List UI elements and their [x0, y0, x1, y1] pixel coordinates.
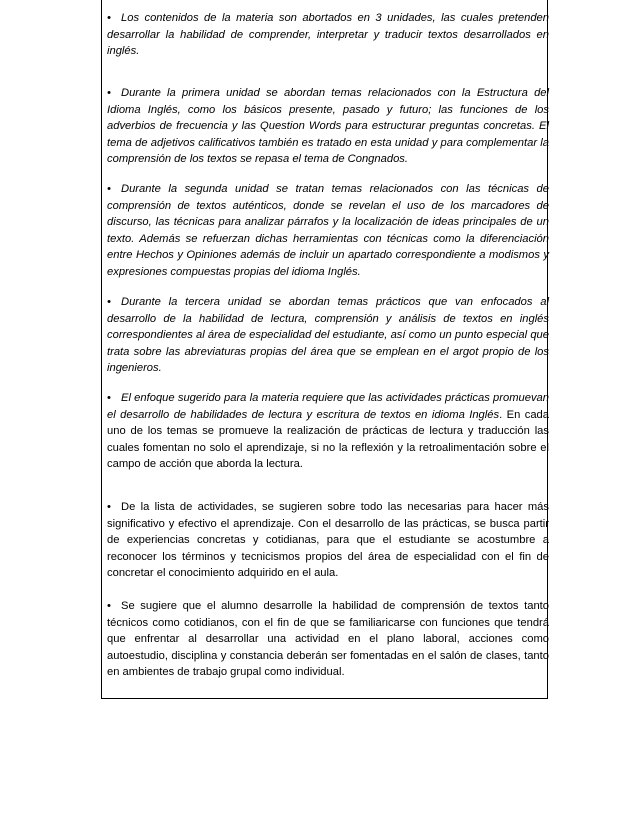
paragraph-text: De la lista de actividades, se sugieren sobre todo las necesarias para hacer más significativo y efectivo el aprendizaje. Con el desarrollo de las prácticas, se busca partir de experiencias concretas y cotidianas, para que el estudiante se acostumbre a reconocer los términos y tecnicismos propios del área de especialidad con el fin de concretar el conocimiento adquirido en el aula.: [107, 501, 549, 580]
bullet-icon: •: [107, 87, 111, 99]
paragraph-suggested-approach: [107, 390, 549, 473]
paragraph-unit-one: [107, 85, 549, 168]
paragraph-unit-three: [107, 294, 549, 377]
bullet-icon: •: [107, 296, 111, 308]
paragraph-unit-two: [107, 181, 549, 281]
bullet-icon: •: [107, 600, 111, 612]
paragraph-comprehension-skills: [107, 598, 549, 681]
bullet-icon: •: [107, 183, 111, 195]
paragraph-text: Se sugiere que el alumno desarrolle la habilidad de comprensión de textos tanto técnicos como cotidianos, con el fin de que se familiaricarse con funciones que tendrá que enfrentar al desarrollar una actividad en el plano laboral, acciones como autoestudio, disciplina y constancia deberán ser fomentadas en el salón de clases, tanto en ambientes de trabajo grupal como individual.: [107, 600, 549, 679]
paragraph-text: Los contenidos de la materia son abortados en 3 unidades, las cuales pretenden desarrollar la habilidad de comprender, interpretar y traducir textos desarrollados en inglés.: [107, 12, 549, 58]
bullet-icon: •: [107, 501, 111, 513]
paragraph-activities: [107, 499, 549, 582]
paragraph-text: Durante la primera unidad se abordan temas relacionados con la Estructura del Idioma Inglés, como los básicos presente, pasado y futuro; las funciones de los adverbios de frecuencia y las Question Words para estructurar preguntas concretas. El tema de adjetivos calificativos también es tratado en esta unidad y para complementar la comprensión de los textos se repasa el tema de Congnados.: [107, 87, 549, 166]
paragraph-text: Durante la segunda unidad se tratan temas relacionados con las técnicas de comprensión de textos auténticos, donde se revelan el uso de los marcadores de discurso, las técnicas para analizar párrafos y la localización de ideas principales de un texto. Además se refuerzan dichas herramientas con técnicas como la diferenciación entre Hechos y Opiniones además de incluir un apartado correspondiente a modismos y expresiones compuestas propias del idioma Inglés.: [107, 183, 549, 278]
bullet-icon: •: [107, 12, 111, 24]
paragraph-text-italic: El enfoque sugerido para la materia requiere que las actividades prácticas promuevan el desarrollo de habilidades de lectura y escritura de textos en idioma Inglés: [107, 392, 549, 421]
paragraph-content-overview: [107, 10, 549, 60]
paragraph-text-normal: . En cada uno de los temas se promueve la realización de prácticas de lectura y traducción las cuales fomentan no solo el aprendizaje, si no la reflexión y la retroalimentación sobre el campo de acción que aborda la lectura.: [107, 408, 549, 471]
bullet-icon: •: [107, 392, 111, 404]
paragraph-text: Durante la tercera unidad se abordan temas prácticos que van enfocados al desarrollo de la habilidad de lectura, comprensión y análisis de textos en inglés correspondientes al área de especialidad del estudiante, así como un punto especial que trata sobre las abreviaturas propias del área que se emplean en el argot propio de los ingenieros.: [107, 296, 549, 375]
